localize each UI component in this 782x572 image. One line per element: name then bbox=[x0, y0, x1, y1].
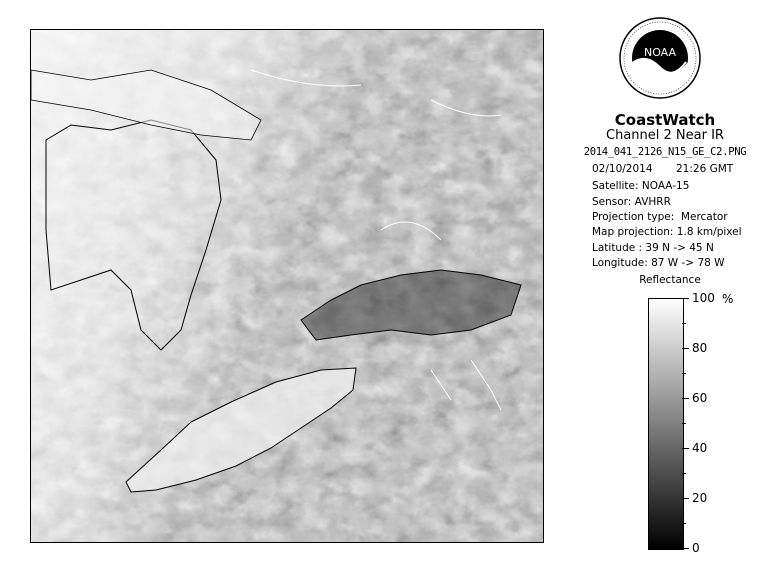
meta-time: 21:26 GMT bbox=[676, 163, 734, 175]
noaa-logo-text: NOAA bbox=[643, 46, 677, 59]
legend-unit: % bbox=[722, 292, 734, 306]
product-filename: 2014_041_2126_N15_GE_C2.PNG bbox=[583, 146, 747, 158]
reflectance-colorbar bbox=[648, 298, 684, 550]
colorbar-tick bbox=[682, 448, 689, 449]
colorbar-minor-tick bbox=[682, 323, 686, 324]
colorbar-tick bbox=[682, 498, 689, 499]
satellite-image-svg bbox=[31, 30, 543, 542]
colorbar-tick-label: 20 bbox=[692, 491, 708, 505]
product-title: CoastWatch bbox=[614, 111, 716, 129]
colorbar-minor-tick bbox=[682, 523, 686, 524]
meta-satellite: Satellite: NOAA-15 bbox=[592, 180, 690, 192]
meta-projection-type: Projection type: Mercator bbox=[592, 211, 728, 223]
colorbar-tick-label: 100 bbox=[692, 291, 715, 305]
colorbar-tick bbox=[682, 298, 689, 299]
satellite-image bbox=[30, 29, 544, 543]
meta-sensor: Sensor: AVHRR bbox=[592, 196, 671, 208]
colorbar-tick bbox=[682, 348, 689, 349]
meta-date: 02/10/2014 bbox=[592, 163, 653, 175]
meta-map-projection: Map projection: 1.8 km/pixel bbox=[592, 226, 742, 238]
noaa-logo-icon bbox=[618, 16, 702, 100]
colorbar-minor-tick bbox=[682, 473, 686, 474]
colorbar-tick bbox=[682, 398, 689, 399]
colorbar-tick-label: 60 bbox=[692, 391, 708, 405]
colorbar-tick bbox=[682, 548, 689, 549]
legend-title: Reflectance bbox=[639, 274, 701, 286]
colorbar-tick-label: 40 bbox=[692, 441, 708, 455]
noaa-logo bbox=[618, 16, 702, 100]
product-channel: Channel 2 Near IR bbox=[606, 128, 724, 143]
colorbar-tick-label: 0 bbox=[692, 541, 700, 555]
meta-latitude: Latitude : 39 N -> 45 N bbox=[592, 242, 714, 254]
colorbar-minor-tick bbox=[682, 423, 686, 424]
colorbar-minor-tick bbox=[682, 373, 686, 374]
meta-longitude: Longitude: 87 W -> 78 W bbox=[592, 257, 725, 269]
colorbar-tick-label: 80 bbox=[692, 341, 708, 355]
